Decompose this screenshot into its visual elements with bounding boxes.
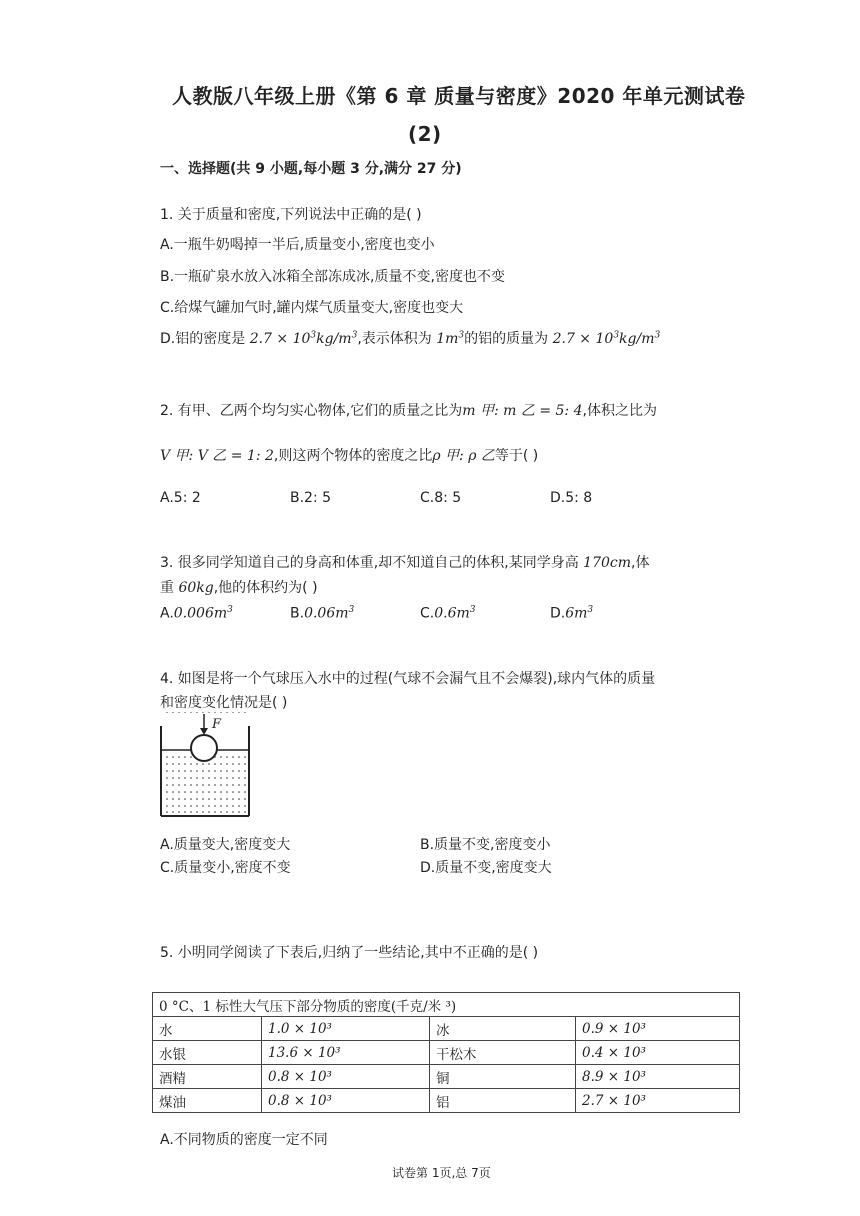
section-heading: 一、选择题(共 9 小题,每小题 3 分,满分 27 分)	[160, 161, 462, 177]
density-value: 13.6 × 10³	[262, 1041, 430, 1065]
q4-option-c: C.质量变小,密度不变	[160, 860, 291, 876]
q2-stem: 2. 有甲、乙两个均匀实心物体,它们的质量之比为m 甲: m 乙 = 5: 4,体积之比为	[160, 403, 657, 419]
q1-stem: 1. 关于质量和密度,下列说法中正确的是( )	[160, 207, 422, 223]
density-value: 8.9 × 10³	[576, 1065, 740, 1089]
water-dots	[166, 712, 246, 813]
q4-stem: 4. 如图是将一个气球压入水中的过程(气球不会漏气且不会爆裂),球内气体的质量	[160, 671, 656, 687]
q5-option-a: A.不同物质的密度一定不同	[160, 1132, 328, 1148]
force-label: F	[212, 717, 222, 732]
q3-stem-line2: 重 60kg,他的体积约为( )	[160, 580, 318, 596]
page-title-line2: (2)	[408, 122, 442, 146]
q3-option-b: $B.0.06m^3$	[290, 605, 355, 622]
q4-stem-line2: 和密度变化情况是( )	[160, 695, 288, 711]
balloon	[191, 735, 217, 761]
substance-name: 铝	[430, 1089, 576, 1113]
substance-name: 干松木	[430, 1041, 576, 1065]
q2-option-c: C.8: 5	[420, 490, 462, 506]
density-value: 0.8 × 10³	[262, 1089, 430, 1113]
q2-option-a: A.5: 2	[160, 490, 201, 506]
substance-name: 冰	[430, 1017, 576, 1041]
q3-option-d: $D.6m^3$	[550, 605, 594, 622]
balloon-in-water-figure	[158, 712, 254, 820]
substance-name: 水	[153, 1017, 262, 1041]
density-table	[152, 992, 740, 1113]
q1-option-c: C.给煤气罐加气时,罐内煤气质量变大,密度也变大	[160, 300, 464, 316]
q1-option-b: B.一瓶矿泉水放入冰箱全部冻成冰,质量不变,密度也不变	[160, 269, 505, 285]
q3-option-c: $C.0.6m^3$	[420, 605, 476, 622]
density-value: 0.8 × 10³	[262, 1065, 430, 1089]
q1-option-d: D.铝的密度是 $2.7 \times 10^3kg/m^3$,表示体积为 $1m^3$的铝的质量为 $2.7 \times 10^3kg/m^3$	[160, 330, 661, 347]
table-row	[153, 1089, 740, 1113]
page-title: 人教版八年级上册《第 6 章 质量与密度》2020 年单元测试卷	[172, 84, 746, 108]
table-row	[153, 1041, 740, 1065]
q4-option-d: D.质量不变,密度变大	[420, 860, 552, 876]
q3-stem: 3. 很多同学知道自己的身高和体重,却不知道自己的体积,某同学身高 170cm,体	[160, 555, 650, 571]
q1-option-a: A.一瓶牛奶喝掉一半后,质量变小,密度也变小	[160, 237, 435, 253]
force-arrow-head	[200, 728, 208, 735]
q5-stem: 5. 小明同学阅读了下表后,归纳了一些结论,其中不正确的是( )	[160, 945, 539, 961]
page-footer: 试卷第 1页,总 7页	[392, 1166, 491, 1180]
table-header-row	[153, 993, 740, 1017]
table-row	[153, 1017, 740, 1041]
q3-option-a: $A.0.006m^3$	[160, 605, 233, 622]
q2-option-b: B.2: 5	[290, 490, 332, 506]
q4-option-a: A.质量变大,密度变大	[160, 837, 291, 853]
substance-name: 酒精	[153, 1065, 262, 1089]
density-value: 0.9 × 10³	[576, 1017, 740, 1041]
q4-option-b: B.质量不变,密度变小	[420, 837, 551, 853]
density-value: 0.4 × 10³	[576, 1041, 740, 1065]
density-value: 1.0 × 10³	[262, 1017, 430, 1041]
table-row	[153, 1065, 740, 1089]
q2-option-d: D.5: 8	[550, 490, 593, 506]
substance-name: 铜	[430, 1065, 576, 1089]
substance-name: 水银	[153, 1041, 262, 1065]
substance-name: 煤油	[153, 1089, 262, 1113]
q2-stem-line2: V 甲: V 乙 = 1: 2,则这两个物体的密度之比ρ 甲: ρ 乙等于( )	[160, 448, 539, 464]
table-header: 0 °C、1 标性大气压下部分物质的密度(千克/米 ³)	[153, 993, 740, 1017]
density-value: 2.7 × 10³	[576, 1089, 740, 1113]
